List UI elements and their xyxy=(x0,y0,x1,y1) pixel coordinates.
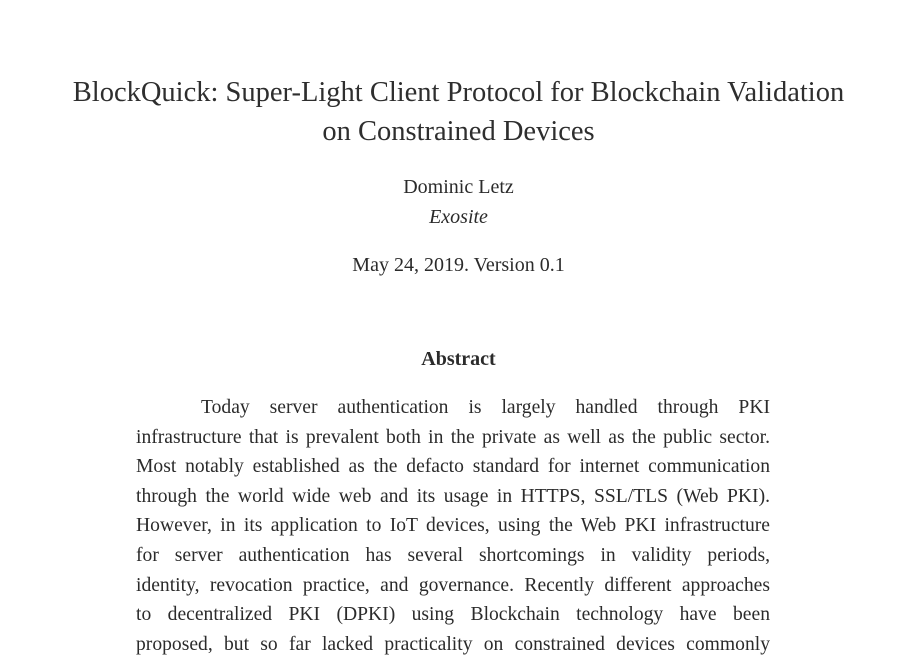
abstract-line: Most notably established as the defacto standard for internet communication xyxy=(136,456,770,478)
author-affiliation: Exosite xyxy=(429,206,488,228)
paper-title-line-1: BlockQuick: Super-Light Client Protocol for Blockchain Validation xyxy=(72,77,845,108)
abstract-body xyxy=(136,393,770,659)
abstract-line: through the world wide web and its usage in HTTPS, SSL/TLS (Web PKI). xyxy=(136,485,770,507)
abstract-heading: Abstract xyxy=(421,348,496,370)
abstract-line: to decentralized PKI (DPKI) using Blockchain technology have been xyxy=(136,604,770,626)
abstract-line: proposed, but so far lacked practicality on constrained devices commonly xyxy=(136,633,770,655)
author-name: Dominic Letz xyxy=(403,176,514,198)
abstract-line: Today server authentication is largely handled through PKI xyxy=(201,397,770,418)
date-version: May 24, 2019. Version 0.1 xyxy=(352,254,565,276)
abstract-line: identity, revocation practice, and governance. Recently different approaches xyxy=(136,574,770,596)
abstract-line: However, in its application to IoT devices, using the Web PKI infrastructure xyxy=(136,515,770,537)
abstract-line: infrastructure that is prevalent both in the private as well as the public sector. xyxy=(136,426,770,448)
abstract-line: for server authentication has several shortcomings in validity periods, xyxy=(136,544,770,566)
paper-title-line-2: on Constrained Devices xyxy=(322,116,595,147)
